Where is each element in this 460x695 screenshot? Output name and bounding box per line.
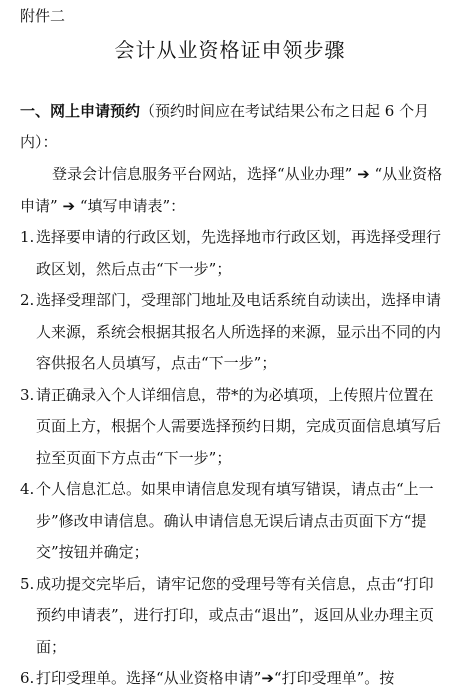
step-text (36, 663, 446, 695)
intro-part-3: “填写申请表”： (79, 197, 186, 215)
arrow-right-icon: ➔ (261, 669, 274, 687)
step-item (20, 474, 446, 569)
step-number: 2. (20, 291, 35, 309)
step-text: 选择要申请的行政区划，先选择地市行政区划，再选择受理行政区划，然后点击“下一步”； (36, 228, 442, 278)
step-number: 3. (20, 385, 35, 404)
step-item (20, 569, 446, 664)
attachment-label: 附件二 (20, 7, 66, 25)
section-1-heading: 一、网上申请预约 (20, 102, 141, 120)
step-text: 个人信息汇总。如果申请信息发现有填写错误，请点击“上一步”修改申请信息。确认申请信息无误后请点击页面下方“提交”按钮并确定； (36, 480, 434, 561)
section-1-note: （预约时间应在考试结果公布之日起 6 个月内）： (20, 102, 430, 151)
step-6-part-1: 打印受理单。选择“从业资格申请” (36, 669, 262, 687)
step-item (20, 380, 446, 475)
intro-part-2: “从业资格申请” (20, 165, 443, 215)
step-item (20, 285, 446, 380)
step-text: 成功提交完毕后，请牢记您的受理号等有关信息，点击“打印预约申请表”，进行打印，或点击“退出”，返回从业办理主页面； (36, 574, 435, 656)
section-1 (20, 96, 446, 158)
step-number: 4. (20, 480, 35, 498)
step-text: 选择受理部门，受理部门地址及电话系统自动读出，选择申请人来源，系统会根据其报名人所选择的来源，显示出不同的内容供报名人员填写，点击“下一步”； (36, 291, 442, 372)
step-text: 请正确录入个人详细信息，带*的为必填项，上传照片位置在页面上方，根据个人需要选择预约日期，完成页面信息填写后拉至页面下方点击“下一步”； (36, 385, 442, 467)
step-number: 1. (20, 228, 35, 246)
page-title: 会计从业资格证申领步骤 (114, 38, 346, 62)
intro-part-1: 登录会计信息服务平台网站，选择“从业办理” (52, 165, 353, 183)
arrow-right-icon: ➔ (357, 165, 370, 183)
step-item (20, 663, 446, 695)
intro-paragraph (20, 158, 446, 222)
steps-list (20, 222, 446, 695)
step-item (20, 222, 446, 285)
step-number: 6. (20, 669, 35, 687)
arrow-right-icon: ➔ (62, 197, 76, 215)
step-number: 5. (20, 574, 35, 593)
step-6-part-2: “打印受理单”。按 (273, 669, 395, 687)
